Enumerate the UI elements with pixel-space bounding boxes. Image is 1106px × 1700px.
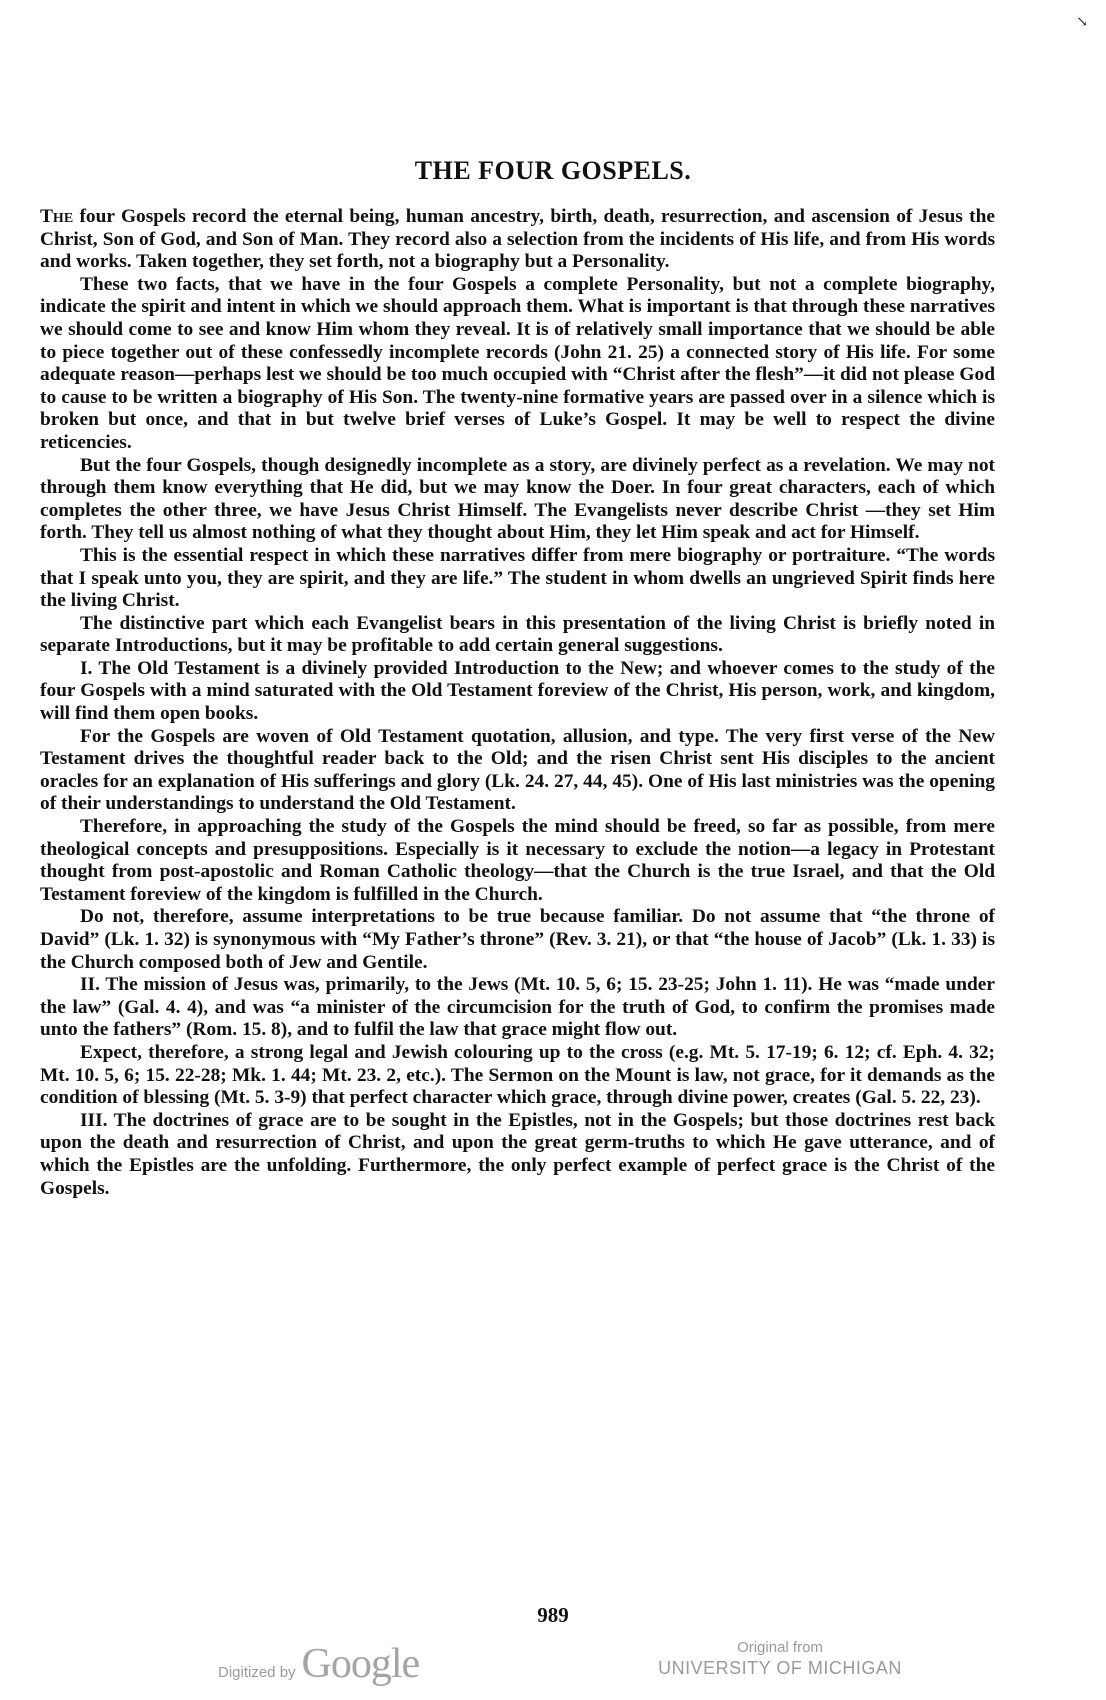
university-label: UNIVERSITY OF MICHIGAN [658, 1658, 902, 1678]
paragraph-2: These two facts, that we have in the four Gospels a complete Personality, but not a complete biography, indicate the spirit and intent in which we should approach them. What is important is that through these narratives we should come to see and know Him whom they reveal. It is of relatively small importance that we should be able to piece together out of these confessedly incomplete records (John 21. 25) a connected story of His life. For some adequate reason—perhaps lest we should be too much occupied with “Christ after the flesh”—it did not please God to cause to be written a biography of His Son. The twenty-nine formative years are passed over in a silence which is broken but once, and that in but twelve brief verses of Luke’s Gospel. It may be well to respect the divine reticencies. [40, 273, 995, 453]
paragraph-lead: The [40, 206, 74, 227]
paragraph-11: Expect, therefore, a strong legal and Jewish colouring up to the cross (e.g. Mt. 5. 17-19; 6. 12; cf. Eph. 4. 32; Mt. 10. 5, 6; 15. 22-28; Mk. 1. 44; Mt. 23. 2, etc.). The Sermon on the Mount is law, not grace, for it demands as the condition of blessing (Mt. 5. 3-9) that perfect character which grace, through divine power, creates (Gal. 5. 22, 23). [40, 1041, 995, 1109]
corner-mark-icon: ↘ [1076, 15, 1088, 30]
paragraph-1 [40, 206, 995, 274]
body-text [40, 206, 995, 1200]
digitized-label: Digitized by [218, 1664, 296, 1681]
page-title: THE FOUR GOSPELS. [414, 156, 692, 185]
digitized-by-watermark [218, 1640, 419, 1688]
paragraph-text: four Gospels record the eternal being, human ancestry, birth, death, resurrection, and ascension of Jesus the Christ, Son of God, and Son of Man. They record also a selection from the incidents of His life, and from His words and works. Taken together, they set forth, not a biography but a Personality. [40, 206, 995, 273]
paragraph-5: The distinctive part which each Evangelist bears in this presentation of the living Christ is briefly noted in separate Introductions, but it may be profitable to add certain general suggestions. [40, 612, 995, 657]
paragraph-4: This is the essential respect in which these narratives differ from mere biography or portraiture. “The words that I speak unto you, they are spirit, and they are life.” The student in whom dwells an ungrieved Spirit finds here the living Christ. [40, 544, 995, 612]
paragraph-12: III. The doctrines of grace are to be sought in the Epistles, not in the Gospels; but those doctrines rest back upon the death and resurrection of Christ, and upon the great germ-truths to which He gave utterance, and of which the Epistles are the unfolding. Furthermore, the only perfect example of perfect grace is the Christ of the Gospels. [40, 1109, 995, 1199]
original-from-label: Original from [737, 1639, 823, 1656]
paragraph-7: For the Gospels are woven of Old Testament quotation, allusion, and type. The very first verse of the New Testament drives the thoughtful reader back to the Old; and the risen Christ sent His disciples to the ancient oracles for an explanation of His sufferings and glory (Lk. 24. 27, 44, 45). One of His last ministries was the opening of their understandings to understand the Old Testament. [40, 725, 995, 815]
paragraph-8: Therefore, in approaching the study of the Gospels the mind should be freed, so far as possible, from mere theological concepts and presuppositions. Especially is it necessary to exclude the notion—a legacy in Protestant thought from post-apostolic and Roman Catholic theology—that the Church is the true Israel, and that the Old Testament foreview of the kingdom is fulfilled in the Church. [40, 816, 995, 905]
paragraph-10: II. The mission of Jesus was, primarily, to the Jews (Mt. 10. 5, 6; 15. 23-25; John 1. 11). He was “made under the law” (Gal. 4. 4), and was “a minister of the circumcision for the truth of God, to confirm the promises made unto the fathers” (Rom. 15. 8), and to fulfil the law that grace might flow out. [40, 974, 995, 1041]
original-from-watermark [650, 1638, 910, 1679]
paragraph-3: But the four Gospels, though designedly incomplete as a story, are divinely perfect as a revelation. We may not through them know everything that He did, but we may know the Doer. In four great characters, each of which completes the other three, we have Jesus Christ Himself. The Evangelists never describe Christ —they set Him forth. They tell us almost nothing of what they thought about Him, they let Him speak and act for Himself. [40, 454, 995, 544]
paragraph-9: Do not, therefore, assume interpretations to be true because familiar. Do not assume that “the throne of David” (Lk. 1. 32) is synonymous with “My Father’s throne” (Rev. 3. 21), or that “the house of Jacob” (Lk. 1. 33) is the Church composed both of Jew and Gentile. [40, 906, 995, 973]
google-logo: Google [301, 1641, 420, 1687]
paragraph-6: I. The Old Testament is a divinely provided Introduction to the New; and whoever comes to the study of the four Gospels with a mind saturated with the Old Testament foreview of the Christ, His person, work, and kingdom, will find them open books. [40, 657, 995, 725]
page-number: 989 [537, 1603, 569, 1627]
